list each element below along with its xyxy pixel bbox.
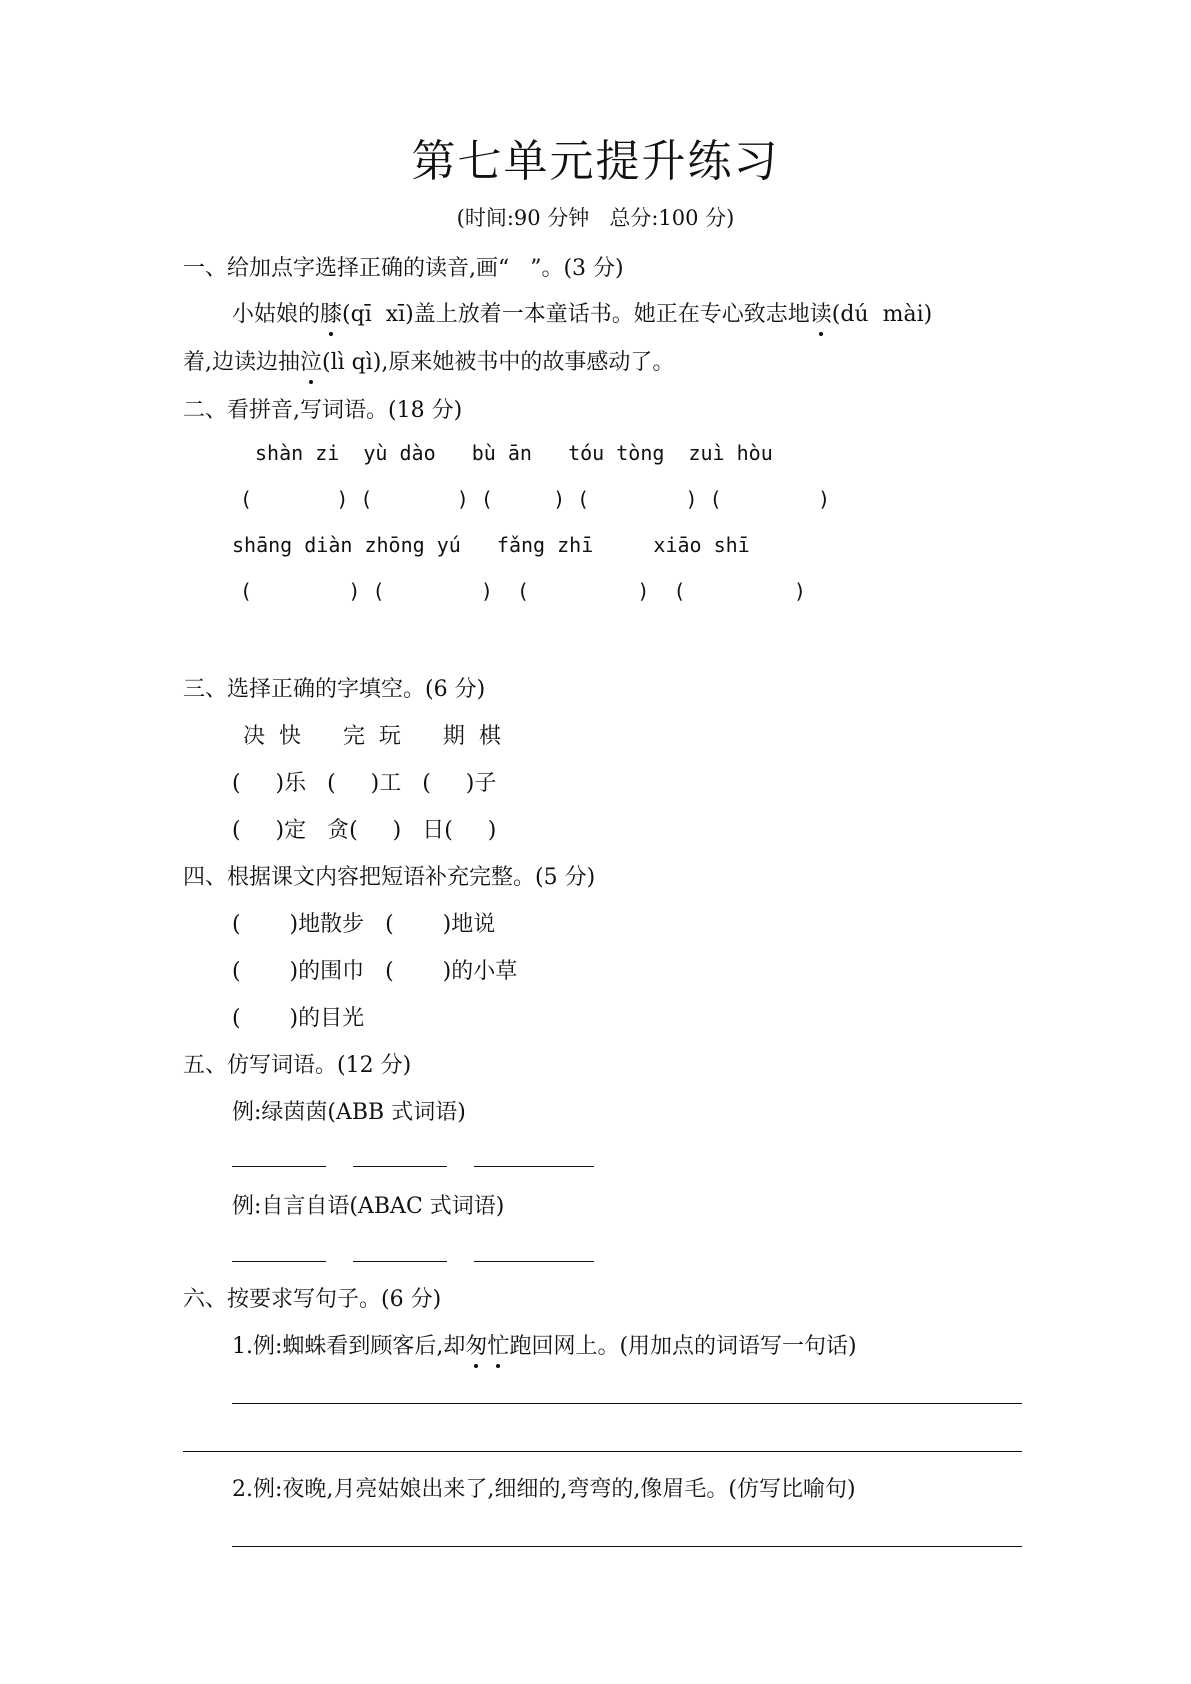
q1-text: 小姑娘的 bbox=[232, 302, 321, 327]
q4-heading: 四、根据课文内容把短语补充完整。(5 分) bbox=[183, 865, 596, 890]
q6-text: 1.例:蜘蛛看到顾客后,却 bbox=[232, 1334, 466, 1359]
q2-pinyin-row-2: shāng diàn zhōng yú fǎng zhī xiāo shī bbox=[232, 533, 750, 557]
q5-answer-blank[interactable] bbox=[474, 1166, 594, 1167]
q5-answer-blank[interactable] bbox=[353, 1261, 447, 1262]
q1-text: 着,边读边抽 bbox=[183, 350, 300, 375]
q1-heading: 一、给加点字选择正确的读音,画“ ”。(3 分) bbox=[183, 256, 624, 281]
q5-answer-blank[interactable] bbox=[353, 1166, 447, 1167]
q5-answer-blank[interactable] bbox=[232, 1261, 326, 1262]
q4-fill-row-2[interactable]: ( )的围巾 ( )的小草 bbox=[232, 959, 518, 984]
q3-character-choices: 决 快 完 玩 期 棋 bbox=[243, 724, 501, 749]
q1-text: (qī xī)盖上放着一本童话书。她正在专心致志地 bbox=[342, 302, 810, 327]
q3-heading: 三、选择正确的字填空。(6 分) bbox=[183, 677, 486, 702]
q5-answer-blank[interactable] bbox=[474, 1261, 594, 1262]
q6-dotted-char: 忙 bbox=[487, 1329, 509, 1360]
q6-sentence-2: 2.例:夜晚,月亮姑娘出来了,细细的,弯弯的,像眉毛。(仿写比喻句) bbox=[232, 1477, 856, 1502]
q4-fill-row-3[interactable]: ( )的目光 bbox=[232, 1006, 365, 1031]
q1-dotted-char: 泣 bbox=[300, 345, 322, 376]
q2-pinyin-row-1: shàn zi yù dào bù ān tóu tòng zuì hòu bbox=[255, 441, 773, 465]
q3-fill-row-1[interactable]: ( )乐 ( )工 ( )子 bbox=[232, 771, 497, 796]
q6-sentence-1 bbox=[232, 1329, 857, 1360]
q2-answer-brackets-1[interactable]: ( ) ( ) ( ) ( ) ( ) bbox=[240, 487, 831, 511]
q4-fill-row-1[interactable]: ( )地散步 ( )地说 bbox=[232, 912, 496, 937]
q1-dotted-char: 读 bbox=[810, 297, 832, 328]
q6-answer-line[interactable] bbox=[232, 1403, 1022, 1404]
q1-text: (lì qì),原来她被书中的故事感动了。 bbox=[322, 350, 675, 375]
q2-answer-brackets-2[interactable]: ( ) ( ) ( ) ( ) bbox=[240, 579, 806, 603]
q1-dotted-char: 膝 bbox=[320, 297, 342, 328]
q6-answer-line[interactable] bbox=[183, 1451, 1022, 1452]
q6-text: 跑回网上。(用加点的词语写一句话) bbox=[509, 1334, 857, 1359]
q1-line-2 bbox=[183, 345, 674, 376]
q6-answer-line[interactable] bbox=[232, 1546, 1022, 1547]
q6-dotted-char: 匆 bbox=[465, 1329, 487, 1360]
q2-heading: 二、看拼音,写词语。(18 分) bbox=[183, 398, 463, 423]
q6-heading: 六、按要求写句子。(6 分) bbox=[183, 1287, 442, 1312]
q5-answer-blank[interactable] bbox=[232, 1166, 326, 1167]
page-title: 第七单元提升练习 bbox=[411, 136, 780, 187]
q5-example-1: 例:绿茵茵(ABB 式词语) bbox=[232, 1100, 466, 1125]
exam-info: (时间:90 分钟 总分:100 分) bbox=[456, 206, 735, 230]
q1-line-1 bbox=[232, 297, 932, 328]
q3-fill-row-2[interactable]: ( )定 贪( ) 日( ) bbox=[232, 818, 497, 843]
q5-example-2: 例:自言自语(ABAC 式词语) bbox=[232, 1194, 505, 1219]
q5-heading: 五、仿写词语。(12 分) bbox=[183, 1053, 412, 1078]
q1-text: (dú mài) bbox=[831, 302, 933, 327]
